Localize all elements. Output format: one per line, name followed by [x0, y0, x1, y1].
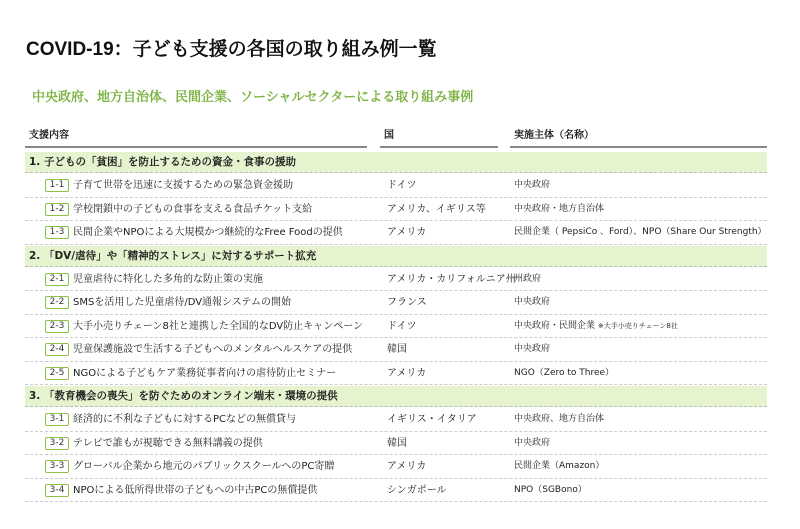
organization-name: 民間企業（Amazon） — [514, 461, 605, 471]
organization — [514, 338, 550, 361]
section-header: 1. 子どもの「貧困」を防止するための資金・食事の援助 — [25, 152, 767, 173]
support-content: NPOによる低所得世帯の子どもへの中古PCの無償提供 — [73, 484, 318, 496]
country: アメリカ、イギリス等 — [387, 203, 486, 215]
item-number-badge: 3-1 — [45, 413, 69, 426]
organization-name: NPO（SGBono） — [514, 484, 587, 495]
table-row — [25, 408, 767, 432]
country: アメリカ — [387, 367, 427, 379]
header-org: 実施主体（名称） — [510, 126, 767, 148]
support-content: SMSを活用した児童虐待/DV通報システムの開始 — [73, 297, 292, 308]
country: アメリカ — [387, 461, 427, 472]
organization-name: 中央政府・民間企業 — [514, 320, 596, 331]
support-content: 学校閉鎖中の子どもの食事を支える食品チケット支給 — [73, 203, 313, 215]
table-row — [25, 479, 767, 503]
item-number-badge: 1-2 — [45, 203, 69, 216]
country: フランス — [387, 297, 427, 308]
support-content: 児童保護施設で生活する子どもへのメンタルヘルスケアの提供 — [73, 344, 353, 355]
organization-name: 州政府 — [514, 273, 542, 284]
support-content: 児童虐待に特化した多角的な防止策の実施 — [73, 273, 263, 285]
table-row — [25, 362, 767, 386]
organization — [514, 408, 604, 431]
organization-note: ※大手小売りチェーン8社 — [597, 321, 678, 330]
country: ドイツ — [387, 320, 417, 332]
organization — [514, 362, 614, 385]
table-row — [25, 268, 767, 292]
country: ドイツ — [387, 180, 417, 191]
table-row — [25, 221, 767, 245]
organization-name: 中央政府 — [514, 437, 551, 448]
organization — [514, 315, 678, 338]
organization-name: NGO（Zero to Three） — [514, 367, 615, 378]
table-row — [25, 198, 767, 222]
table-row — [25, 291, 767, 315]
organization — [514, 455, 604, 478]
table-header — [25, 126, 767, 148]
item-number-badge: 2-2 — [45, 296, 69, 309]
country: イギリス・イタリア — [387, 414, 477, 425]
organization-name: 中央政府 — [514, 344, 551, 354]
country: シンガポール — [387, 484, 447, 496]
item-number-badge: 2-5 — [45, 367, 69, 380]
item-number-badge: 3-2 — [45, 437, 69, 450]
organization-name: 中央政府 — [514, 297, 551, 307]
table-body — [25, 151, 767, 502]
page-subtitle: 中央政府、地方自治体、民間企業、ソーシャルセクターによる取り組み事例 — [32, 90, 474, 105]
table-row — [25, 432, 767, 456]
organization-name: 民間企業（ PepsiCo 、Ford）、NPO（Share Our Strength） — [514, 227, 767, 237]
table-row — [25, 455, 767, 479]
organization — [514, 174, 550, 197]
country: アメリカ — [387, 227, 427, 238]
organization — [514, 432, 550, 455]
item-number-badge: 1-3 — [45, 226, 69, 239]
country: 韓国 — [387, 344, 407, 355]
section-header: 3. 「教育機会の喪失」を防ぐためのオンライン端末・環境の提供 — [25, 386, 767, 407]
organization-name: 中央政府 — [514, 180, 551, 190]
support-content: 民間企業やNPOによる大規模かつ継続的なFree Foodの提供 — [73, 227, 343, 238]
section-header: 2. 「DV/虐待」や「精神的ストレス」に対するサポート拡充 — [25, 246, 767, 267]
item-number-badge: 2-1 — [45, 273, 69, 286]
support-content: グローバル企業から地元のパブリックスクールへのPC寄贈 — [73, 461, 335, 472]
organization — [514, 221, 767, 244]
organization-name: 中央政府、地方自治体 — [514, 414, 605, 424]
table-row — [25, 315, 767, 339]
item-number-badge: 2-4 — [45, 343, 69, 356]
item-number-badge: 1-1 — [45, 179, 69, 192]
item-number-badge: 2-3 — [45, 320, 69, 333]
page-title: COVID-19：子ども支援の各国の取り組み例一覧 — [26, 39, 437, 60]
support-content: 経済的に不利な子どもに対するPCなどの無償貸与 — [73, 414, 297, 425]
table-row — [25, 338, 767, 362]
country: アメリカ・カリフォルニア州 — [387, 273, 516, 285]
organization — [514, 291, 550, 314]
support-content: 大手小売りチェーン8社と連携した全国的なDV防止キャンペーン — [73, 320, 364, 332]
support-content: 子育て世帯を迅速に支援するための緊急資金援助 — [73, 180, 293, 191]
support-content: NGOによる子どもケア業務従事者向けの虐待防止セミナー — [73, 367, 337, 379]
item-number-badge: 3-3 — [45, 460, 69, 473]
header-country: 国 — [380, 126, 498, 148]
item-number-badge: 3-4 — [45, 484, 69, 497]
header-content: 支援内容 — [25, 126, 367, 148]
table-row — [25, 174, 767, 198]
organization — [514, 198, 604, 221]
support-content: テレビで誰もが視聴できる無料講義の提供 — [73, 437, 263, 449]
country: 韓国 — [387, 437, 407, 449]
organization — [514, 479, 587, 502]
organization-name: 中央政府・地方自治体 — [514, 203, 605, 214]
organization — [514, 268, 541, 291]
